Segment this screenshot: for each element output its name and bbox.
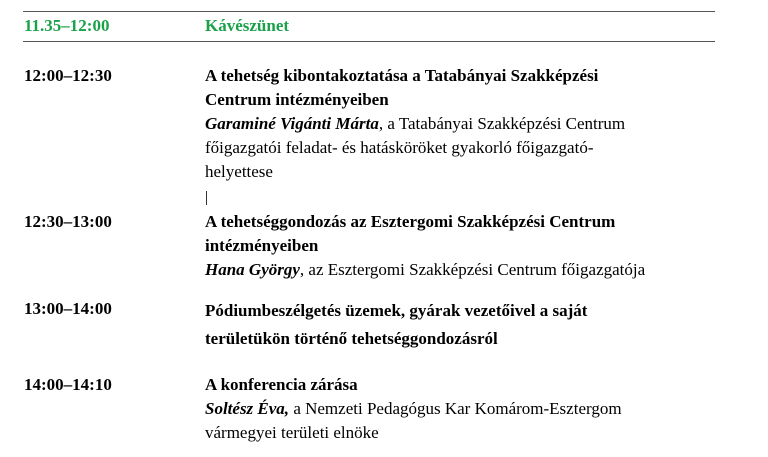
speaker-line (205, 397, 725, 421)
speaker-role: a Nemzeti Pedagógus Kar Komárom-Esztergom (289, 399, 622, 418)
item-content (205, 210, 725, 282)
item-time: 14:00–14:10 (24, 375, 112, 394)
item-title-line: területükön történő tehetséggondozásról (205, 329, 498, 348)
break-title: Kávészünet (205, 16, 290, 35)
top-rule (23, 11, 715, 12)
item-time: 12:00–12:30 (24, 66, 112, 85)
speaker-name: Garaminé Vigánti Márta (205, 114, 379, 133)
item-content (205, 373, 725, 445)
item-title-line: Centrum intézményeiben (205, 90, 389, 109)
item-content (205, 64, 725, 184)
break-time: 11.35–12:00 (24, 16, 110, 35)
item-title-line: A tehetséggondozás az Esztergomi Szakképzési Centrum (205, 212, 616, 231)
item-title-line: Pódiumbeszélgetés üzemek, gyárak vezetőivel a saját (205, 301, 588, 320)
speaker-name: Soltész Éva, (205, 399, 290, 418)
speaker-role: , a Tatabányai Szakképzési Centrum (378, 114, 626, 133)
item-title-line: intézményeiben (205, 236, 319, 255)
item-title-line: A tehetség kibontakoztatása a Tatabányai Szakképzési (205, 66, 599, 85)
speaker-role-line: vármegyei területi elnöke (205, 423, 379, 442)
speaker-role: , az Esztergomi Szakképzési Centrum főigazgatója (299, 260, 646, 279)
item-time: 12:30–13:00 (24, 212, 112, 231)
item-title-line: A konferencia zárása (205, 375, 358, 394)
speaker-line (205, 258, 725, 282)
speaker-line (205, 112, 725, 136)
header-rule (23, 41, 715, 42)
item-content (205, 297, 725, 353)
text-cursor (206, 191, 207, 205)
speaker-role-line: helyettese (205, 162, 273, 181)
speaker-name: Hana György (205, 260, 300, 279)
speaker-role-line: főigazgatói feladat- és hatásköröket gyakorló főigazgató- (205, 138, 594, 157)
item-time: 13:00–14:00 (24, 299, 112, 318)
